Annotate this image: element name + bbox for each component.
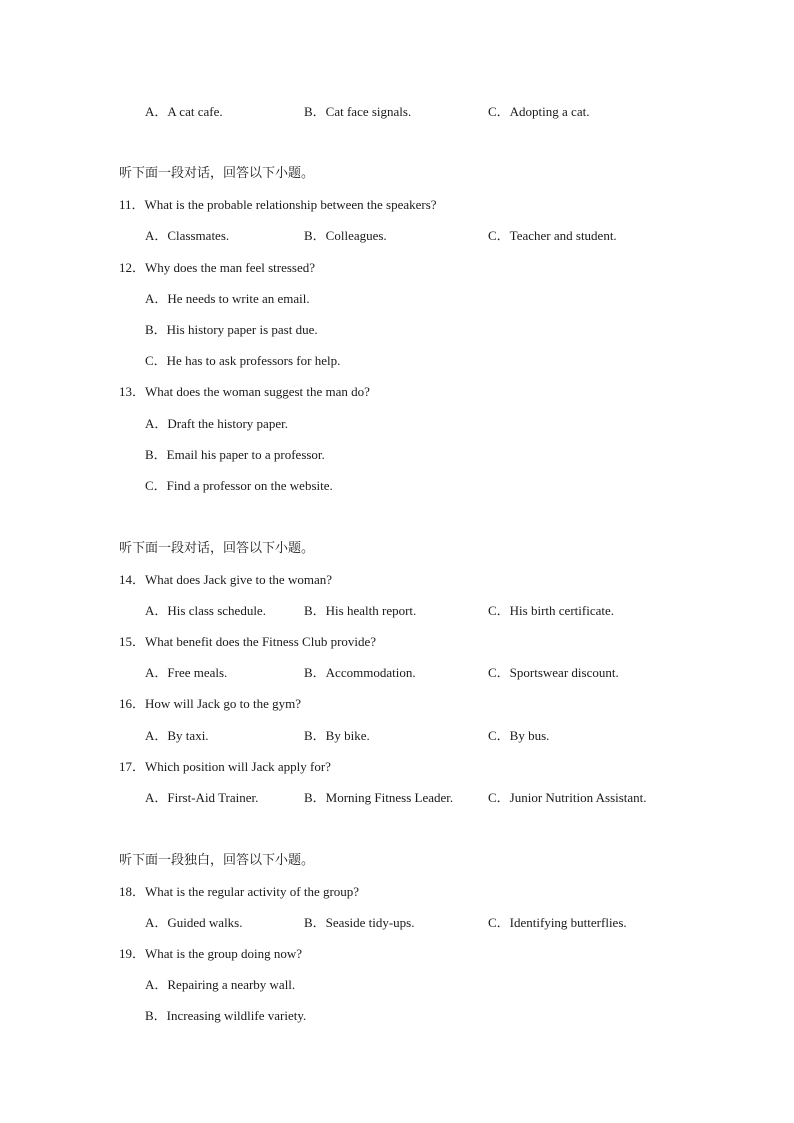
q16-option-c: C．By bus.: [488, 728, 550, 743]
section-instruction-2: 听下面一段对话，回答以下小题。: [119, 541, 315, 556]
q19-option-a: A．Repairing a nearby wall.: [145, 977, 296, 992]
q12-option-a: A．He needs to write an email.: [145, 291, 310, 306]
q17-option-b: B．Morning Fitness Leader.: [304, 790, 454, 805]
q10-option-c: C．Adopting a cat.: [488, 104, 590, 119]
question-19: 19．What is the group doing now?: [119, 946, 303, 961]
q12-option-c: C．He has to ask professors for help.: [145, 353, 341, 368]
q11-option-a: A．Classmates.: [145, 228, 230, 243]
q14-option-b: B．His health report.: [304, 603, 417, 618]
question-17: 17．Which position will Jack apply for?: [119, 759, 331, 774]
q14-option-a: A．His class schedule.: [145, 603, 266, 618]
q18-option-c: C．Identifying butterflies.: [488, 915, 627, 930]
q11-option-b: B．Colleagues.: [304, 228, 387, 243]
q18-option-a: A．Guided walks.: [145, 915, 243, 930]
question-14: 14．What does Jack give to the woman?: [119, 572, 332, 587]
q16-option-b: B．By bike.: [304, 728, 370, 743]
q10-option-a: A．A cat cafe.: [145, 104, 223, 119]
q11-option-c: C．Teacher and student.: [488, 228, 617, 243]
q13-option-a: A．Draft the history paper.: [145, 416, 288, 431]
q15-option-c: C．Sportswear discount.: [488, 665, 619, 680]
question-11: 11．What is the probable relationship between the speakers?: [119, 197, 437, 212]
question-15: 15．What benefit does the Fitness Club provide?: [119, 634, 377, 649]
q15-option-b: B．Accommodation.: [304, 665, 416, 680]
q15-option-a: A．Free meals.: [145, 665, 228, 680]
section-instruction-1: 听下面一段对话，回答以下小题。: [119, 166, 315, 181]
q16-option-a: A．By taxi.: [145, 728, 209, 743]
q17-option-c: C．Junior Nutrition Assistant.: [488, 790, 647, 805]
q18-option-b: B．Seaside tidy-ups.: [304, 915, 415, 930]
q19-option-b: B．Increasing wildlife variety.: [145, 1008, 307, 1023]
section-instruction-3: 听下面一段独白，回答以下小题。: [119, 853, 315, 868]
question-18: 18．What is the regular activity of the group?: [119, 884, 360, 899]
q10-option-b: B．Cat face signals.: [304, 104, 412, 119]
q17-option-a: A．First-Aid Trainer.: [145, 790, 259, 805]
q14-option-c: C．His birth certificate.: [488, 603, 614, 618]
question-16: 16．How will Jack go to the gym?: [119, 696, 301, 711]
q13-option-b: B．Email his paper to a professor.: [145, 447, 325, 462]
q13-option-c: C．Find a professor on the website.: [145, 478, 333, 493]
question-13: 13．What does the woman suggest the man do?: [119, 384, 370, 399]
question-12: 12．Why does the man feel stressed?: [119, 260, 316, 275]
q12-option-b: B．His history paper is past due.: [145, 322, 318, 337]
